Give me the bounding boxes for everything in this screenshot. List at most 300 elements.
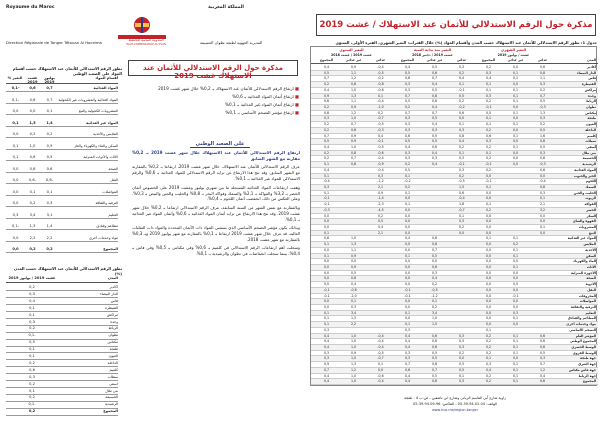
table-cell: 0,0 [323,276,330,281]
footer-website-link[interactable]: www.hcp.ma/region-tanger [432,408,478,412]
table-cell: 0,3 [458,127,465,132]
table-cell: -0,1 [404,293,411,298]
table2-col-city: المدن [107,276,118,280]
table-cell: 0,6 [458,190,465,195]
table-row-label: بني ملال [582,150,596,155]
table1-cell: 0,0 [12,178,19,182]
table-cell: 0,9 [350,133,357,138]
table-cell: 1,1 [350,99,357,104]
table-cell: 0,0 [485,265,492,269]
table-cell: 0,5 [350,270,357,275]
table2-row [6,340,118,346]
table1-cell: 0,2 [29,132,36,136]
table-cell: 0,0 [512,287,519,292]
table-cell: 0,0 [458,356,465,361]
table-group-subheader: غشت 2019 / غشت 2018 [331,53,372,57]
table2-caption: تطور الرقم الاستدلالي للأثمان عند الاستهلاك حسب المدن (%) [13,266,122,276]
table-cell: 0,2 [377,213,384,218]
table2-cell: -0,1 [28,402,36,407]
table-cell: 0,5 [485,110,492,115]
table-cell: 1,3 [350,316,357,321]
table-row-label: جهة الرباط [578,373,596,378]
table-column-headers [311,58,598,64]
table-cell: 0,8 [431,93,438,98]
table1-row-label: المجموع [103,247,118,251]
table-cell: 0,0 [512,259,519,264]
table2-col-change: غشت 2019 / يوليوز 2019 [8,276,56,280]
table-row-label: سطات [585,139,596,144]
table-cell: 0,0 [485,247,492,252]
table-cell: 0,6 [485,133,492,138]
table-cell: -0,8 [377,82,384,87]
table1-row [6,213,118,219]
table-cell: -0,4 [323,179,330,184]
table-cell: -0,6 [377,373,384,378]
table-cell: 0,1 [512,339,519,344]
table-cell: 0,5 [458,367,465,372]
table-cell: 0,0 [404,265,411,269]
table-cell: 0,1 [512,99,519,104]
table-cell: 0,4 [404,145,411,149]
table-column-header: غير غذائي [507,58,524,62]
table-row-label: الأجهزة المنزلية [571,270,596,275]
table-cell: 0,1 [458,373,465,378]
table1-cell: 1,3 [29,224,36,228]
table-cell: 0,1 [404,322,411,327]
table-cell: 0,5 [431,65,438,69]
table-column-header: المجموع [319,58,334,62]
table1-header [6,76,118,84]
table2-cell: 0,1 [29,305,35,310]
table-cell: 0,1 [323,253,330,258]
table1-cell: 2,2 [29,235,36,240]
table-cell: 0,1 [485,185,492,189]
section-heading: على الصعيد الوطني [190,141,250,148]
table2-row [6,389,118,395]
table-cell: 0,6 [431,99,438,104]
table-cell: 2,1 [539,202,546,207]
table1-cell: 0,0 [12,166,19,171]
table2-cell: 0,6 [29,367,35,372]
table-cell: 0,0 [458,230,465,235]
table-cell: 0,3 [431,156,438,161]
table-cell: -0,2 [377,76,384,81]
table-cell: 1,0 [350,333,357,338]
table-cell: -0,5 [458,179,465,184]
table-cell: 1,3 [350,362,357,367]
table-cell: 3,2 [539,207,546,212]
table-row-label: وجدة [587,93,596,98]
table2-row-label: القنيطرة [105,305,118,310]
table-cell: -0,4 [377,65,384,69]
table-cell: 0,4 [485,76,492,81]
table2-cell: 0,3 [29,319,35,324]
table-cell: 0,6 [431,345,438,349]
table-cell: 0,0 [512,356,519,361]
table-cell: 0,0 [485,225,492,229]
table-cell: 0,0 [512,127,519,132]
table-cell: 0,0 [512,105,519,109]
table-cell: 0,5 [404,99,411,104]
table1-row [6,109,118,115]
table-cell: 0,2 [485,167,492,172]
table-cell: 0,5 [431,116,438,121]
table-cell: 1,2 [350,76,357,81]
table-cell: 0,0 [485,190,492,195]
table1-cell: 0,2 [29,247,36,251]
table-cell: -0,3 [323,207,330,212]
table1-cell: 0,2 [46,132,53,136]
table-row-label: جهة طنجة [580,356,596,361]
table-cell: 0,2 [458,99,465,104]
table-row-label: أكادير [587,65,596,69]
table2-row-label: طنجة [109,347,118,352]
table-row-label: طنجة [587,116,596,121]
table2-row [6,292,118,298]
table-cell: 1,5 [458,185,465,189]
table-cell: 0,9 [350,253,357,258]
table-cell: 0,1 [485,327,492,332]
table-row-label: القنيطرة [581,82,596,87]
table-cell: 0,4 [431,122,438,127]
table1-cell: 0,5 [46,155,53,159]
table-cell: 0,0 [512,270,519,275]
table-cell: 0,0 [404,270,411,275]
table2-row [6,326,118,332]
table-cell: 0,5 [431,253,438,258]
table1-col-aug: غشت 2019 [27,76,38,84]
table-group-header: التغير السنوي [339,48,364,52]
table-cell: -0,5 [377,145,384,149]
table-cell: 0,2 [323,150,330,155]
paragraph: وهمت ارتفاعات المواد الغذائية المسجلة ما بين شهري يوليوز وغشت 2019 على الخصوص أثمان الخضر بـ 3,2% والفواكه بـ 2,1% والسمك وفواكه البحر بـ 0,8% والحليب والجبن والبيض بـ 0,3%. وعلى العكس من ذلك، انخفضت أثمان اللحوم بـ 0,4%. [132,184,300,202]
table-cell: 0,7 [539,362,546,367]
table-cell: 0,0 [485,287,492,292]
table-cell: -1,2 [431,293,438,298]
table-cell: 0,1 [323,173,330,178]
table-cell: 0,0 [404,316,411,321]
table-cell: 0,5 [458,362,465,367]
table2-row [6,306,118,312]
table-cell: 0,6 [539,156,546,161]
table-cell: 0,5 [539,99,546,104]
table-cell: -0,2 [458,105,465,109]
table-cell: 0,2 [458,145,465,149]
table-cell: 0,1 [485,150,492,155]
table-cell: -0,7 [377,356,384,361]
table-cell: 0,4 [323,65,330,69]
table-row-label: الوسط الحضري [571,345,596,349]
table-cell: 0,0 [512,150,519,155]
table-cell: 0,3 [323,116,330,121]
table1-row [6,224,118,230]
table-cell: 0,1 [539,225,546,229]
table-cell: 0,2 [539,122,546,127]
table2-cell: 0,2 [29,381,35,386]
right-page-title: مذكرة حول الرقم الاستدلالي للأثمان عند الاستهلاك / غشت 2019 [316,14,596,36]
table-cell: 0,0 [485,259,492,264]
table-cell: 0,0 [512,65,519,69]
table-cell: 0,0 [323,247,330,252]
table-cell: 0,2 [485,333,492,338]
table-row-label: المحروقات [578,293,596,298]
table2-row [6,409,118,415]
table-cell: 0,3 [458,167,465,172]
table-cell: 0,2 [431,305,438,309]
table-cell: 0,2 [485,99,492,104]
table-cell: -0,4 [377,156,384,161]
table-cell: 0,4 [404,339,411,344]
table-cell: 0,0 [539,230,546,235]
table-cell: 0,6 [431,333,438,338]
table1-row-label: الترفيه والثقافة [95,201,118,205]
table-cell: 0,5 [377,219,384,224]
main-table-caption: جدول 1: تطور الرقم الاستدلالي للأثمان عند الاستهلاك حسب المدن وأقسام المواد (%) خلال الفترات: التغير الشهري، الفترة الأولى، السنوي [335,40,597,45]
table2-row-label: الداخلة [107,360,118,365]
footer-address: زاوية شارع أبي القاسم الزياني وشارع ابن تاشفين - ص.ب 4 - طنجة [404,396,506,400]
table1-row [6,178,118,184]
table-cell: 0,4 [431,105,438,109]
table-cell: 0,2 [485,379,492,384]
table-cell: 0,8 [350,162,357,167]
table-cell: 0,0 [512,305,519,309]
table-cell: 0,3 [485,93,492,98]
table1-row-label: المواصلات [102,189,118,194]
highlight-paragraph: ارتفاع الرقم الاستدلالي للأثمان عند الاستهلاك خلال شهر غشت 2019 بـ 0,2% مقارنة مع الشهر السابق [132,150,300,161]
table-cell: 0,2 [323,82,330,87]
table-cell: -0,2 [404,179,411,184]
table-row-label: الزيوت [585,196,596,201]
table1-cell: -0,6 [45,178,53,182]
table-row-label: الترفيه والثقافة [570,305,596,309]
table-cell: 3,4 [431,310,438,315]
table-row-label: المجموع الوطني [570,339,596,344]
key-point [133,102,299,107]
table-cell: 0,1 [323,230,330,235]
table-cell: 0,7 [431,110,438,115]
table1-row-label: التعليم [108,212,118,217]
table-cell: -0,4 [377,339,384,344]
table2-row-label: كلميم [109,367,118,372]
table-cell: 1,5 [431,322,438,327]
table-cell: 0,2 [323,156,330,161]
table-row-label: التبغ [588,230,596,235]
table-cell: 0,7 [323,367,330,372]
table1-cell: 0,7 [46,97,53,102]
table-cell: 0,6 [539,333,546,338]
table-cell: 0,3 [458,65,465,69]
table-cell: -0,5 [431,287,438,292]
table-cell: 0,2 [485,65,492,69]
table-cell: 0,5 [404,70,411,75]
table-row-label: جهة الشرق [578,362,596,367]
table2-cell: 0,5 [29,340,35,345]
table-cell: 0,3 [431,270,438,275]
table-cell: 0,1 [512,350,519,355]
table-cell: 0,1 [512,367,519,372]
table2-row [6,402,118,408]
table2-cell: 0,2 [29,395,35,400]
table2-cell: -0,1 [28,333,36,338]
table-cell: -0,1 [323,287,330,292]
table-cell: 0,4 [377,225,384,229]
table1-cell: -0,1 [11,86,20,90]
table-cell: 0,1 [512,247,519,252]
table-cell: 0,0 [404,259,411,264]
table-cell: 0,7 [350,122,357,127]
table-cell: 0,0 [323,265,330,269]
table-column-header: المجموع [481,58,496,62]
table-row-label: الأثاث [586,265,596,269]
table-cell: 0,3 [404,327,411,332]
table2-row-label: آسفي [109,381,118,386]
table-cell: 0,3 [458,339,465,344]
table-row [311,379,598,385]
table-row-label: الرباط [586,99,596,104]
table-cell: 0,0 [404,242,411,247]
table-cell: 0,7 [323,133,330,138]
table-cell: 0,2 [458,350,465,355]
table-row-label: آسفي [586,145,596,149]
key-point [133,86,299,91]
table-cell: 1,0 [350,356,357,361]
table-row-label: التضخم الأساسي [569,327,596,332]
table-cell: 1,8 [458,202,465,207]
table-row-label: كلميم [586,133,596,138]
table-cell: 0,0 [404,207,411,212]
table-row-label: السكن [585,253,596,258]
table-cell: 0,0 [404,219,411,224]
table-group-header: التغير الشهري [500,48,527,52]
table-cell: 0,0 [512,156,519,161]
table-cell: -2,3 [377,202,384,207]
table1-row-label: المشروبات الكحولية والتبغ [78,109,118,113]
table-cell: -0,4 [377,99,384,104]
table-cell: 1,0 [350,379,357,384]
table2-cell: 0,4 [29,298,35,303]
table-cell: 0,2 [539,87,546,92]
table-column-header: غذائي [456,58,467,62]
table-cell: 0,0 [512,322,519,327]
table-cell: 0,6 [404,367,411,372]
table-cell: 0,1 [512,76,519,81]
table-cell: 0,2 [485,373,492,378]
table1-cell: 0,0 [29,109,36,113]
table-cell: 0,0 [377,367,384,372]
table-cell: 0,4 [458,76,465,81]
table-cell: 0,0 [512,282,519,287]
table-cell: 0,7 [431,367,438,372]
table-cell: 0,5 [431,373,438,378]
table-cell: 0,1 [485,87,492,92]
table-cell: 0,5 [431,133,438,138]
table1-cell: 0,1 [46,109,53,113]
table-cell: 0,2 [323,122,330,127]
table1-cell: 0,2 [29,201,36,205]
table-row-label: الخبز والحبوب [573,173,596,178]
table-cell: 0,0 [458,116,465,121]
table2-cell: 0,3 [29,291,35,296]
table2-row-label: مراكش [106,312,118,317]
table-cell: 0,0 [539,219,546,224]
table-cell: 0,2 [485,145,492,149]
table-cell: 3,4 [350,310,357,315]
table1-cell: 3,1 [46,212,53,217]
table-cell: 0,3 [404,150,411,155]
table1-cell: -0,1 [11,224,19,228]
table-cell: 0,7 [404,93,411,98]
table-cell: 0,0 [512,162,519,167]
table-cell: 0,9 [350,139,357,144]
table-cell: 0,8 [350,150,357,155]
table-cell: -0,7 [377,116,384,121]
table1-row [6,236,118,242]
table-cell: 0,4 [323,87,330,92]
table-cell: 0,1 [512,133,519,138]
table-cell: 0,2 [485,339,492,344]
table-cell: 0,4 [404,373,411,378]
table-cell: 0,9 [350,265,357,269]
table-cell: 0,2 [485,350,492,355]
table-cell: -0,5 [377,122,384,127]
table-cell: 0,1 [431,299,438,304]
table-cell: 0,1 [512,316,519,321]
table-cell: 0,0 [512,276,519,281]
kingdom-fr: Royaume du Maroc [6,5,55,10]
table-cell: 0,0 [323,299,330,304]
table-cell: 0,1 [512,70,519,75]
table1-cell: 1,5 [29,120,36,125]
table-cell: -0,1 [377,139,384,144]
table-group-subheader: غشت 2019 / دجنبر 2018 [412,53,453,57]
table-row-label: الوسط القروي [572,350,596,355]
key-points [133,86,299,118]
table-cell: 0,0 [323,213,330,218]
table-cell: 1,0 [350,373,357,378]
table-cell: 0,0 [485,293,492,298]
table-cell: 0,2 [377,110,384,115]
table-cell: 0,4 [350,282,357,287]
table1-cell: 0,3 [46,201,53,205]
table-row-label: المواصلات [579,299,596,304]
table1-row-label: المواد غير الغذائية [86,120,118,125]
table1-cell: 0,1 [12,143,19,148]
table-cell: 0,3 [323,356,330,361]
table-cell: 0,4 [431,162,438,167]
table-cell: 0,0 [512,116,519,121]
table1-cell: 1,4 [46,120,53,125]
table-cell: -2,0 [350,293,357,298]
table-cell: 0,0 [485,213,492,218]
table-row-label: العيون [585,122,596,127]
table2-row [6,395,118,401]
table-row-label: الماء والكهرباء [573,259,596,264]
table-cell: 0,1 [377,362,384,367]
table-row-label: المجموع [582,379,596,384]
table-row-label: الفواكه [584,202,596,207]
table-cell: 0,7 [431,247,438,252]
table1-row [6,121,118,127]
table2-row-label: سطات [107,374,118,379]
table-cell: -0,4 [458,196,465,201]
table-cell: 1,0 [350,339,357,344]
table1-row [6,144,118,150]
table-cell: 0,4 [323,339,330,344]
table-cell: 1,0 [431,316,438,321]
table-cell: 0,3 [539,356,546,361]
org-name-ar: المندوبية السامية للتخطيط [128,38,164,42]
table-cell: 0,0 [485,276,492,281]
